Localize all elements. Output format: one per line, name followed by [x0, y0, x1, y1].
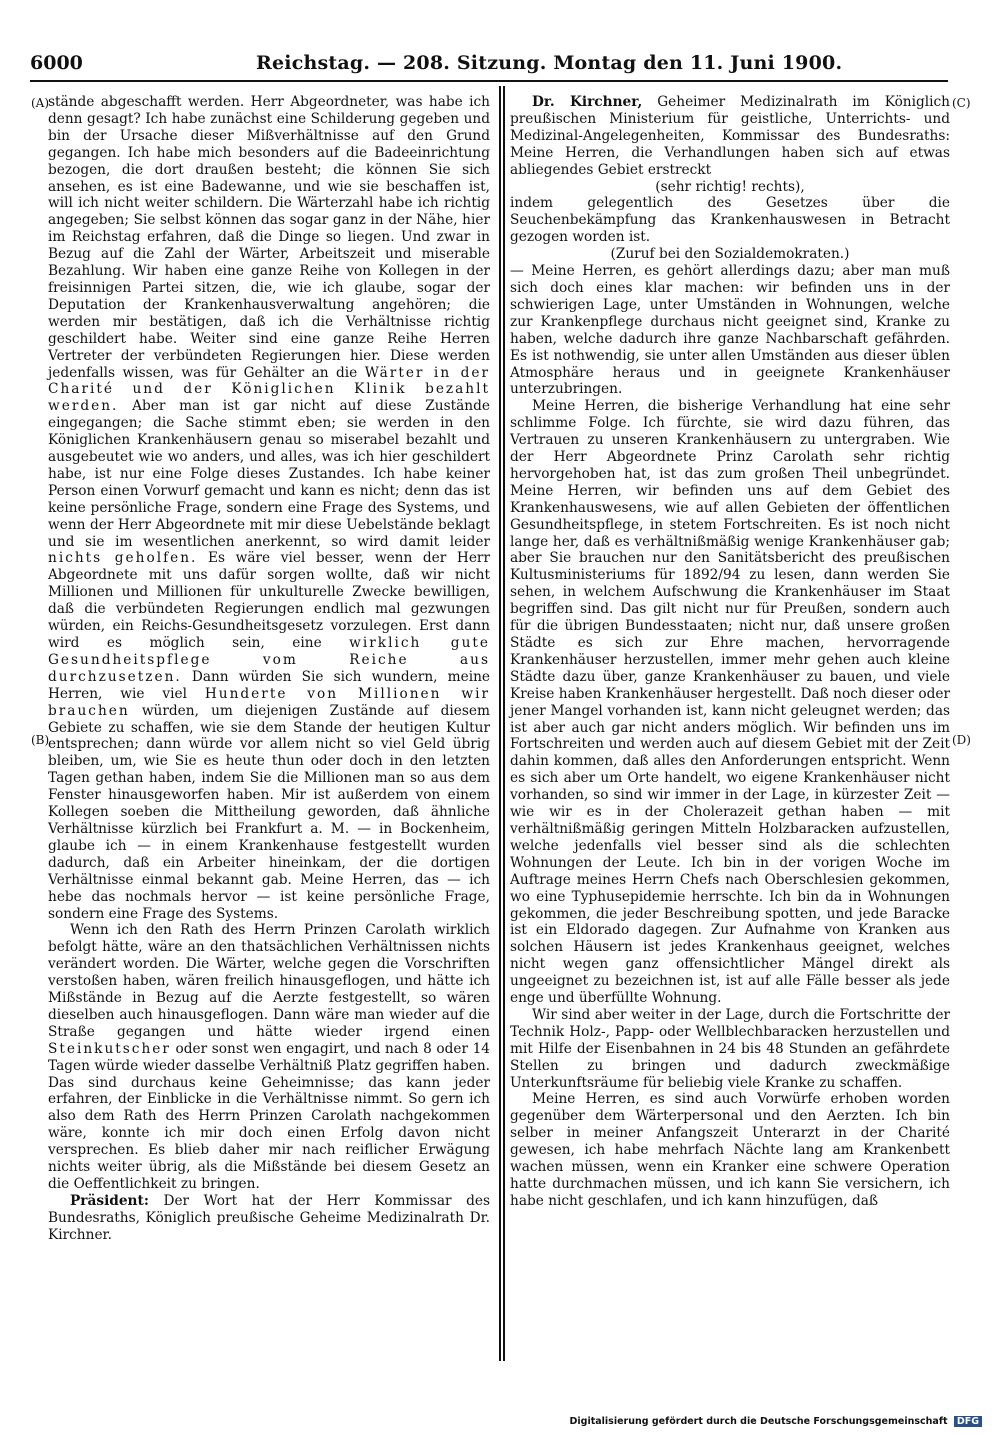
text-run: Es wäre viel besser, wenn der Herr Abgeordnete mit uns dafür sorgen wollte, daß wir nicht Millionen und Millionen für unkulturelle Zwecke bewilligen, daß die verbündeten Regierungen endlich mal gezwungen würden, ein Reichs-Gesundheitsgesetz vorzulegen. Erst dann wird es möglich sein, eine [48, 550, 491, 651]
speaker-label: Präsident: [70, 1192, 149, 1209]
text-run: Wenn ich den Rath des Herrn Prinzen Carolath wirklich befolgt hätte, wäre an den thatsächlichen Verhältnissen nichts verändert worden. Die Wärter, welche gegen die Vorschriften verstoßen haben, wären freilich hinausgeflogen, und hätte ich Mißstände in Bezug auf die Aerzte festgestellt, so wären dieselben auch hinausgeflogen. Dann wäre man wieder auf die Straße gegangen und hätte wieder irgend einen [48, 922, 490, 1040]
paragraph: — Meine Herren, es gehört allerdings dazu; aber man muß sich doch eines klar machen: wir befinden uns in der schwierigen Lage, unter Umständen in Wohnungen, welche zur Krankenpflege durchaus nicht geeignet sind, Kranke zu haben, welche dadurch ihre ganze Nachbarschaft gefährden. Es ist nothwendig, sie unter allen Umständen aus dieser üblen Atmosphäre heraus und in geeignete Krankenhäuser unterzubringen. [510, 263, 950, 398]
emphasized-text: nichts geholfen. [48, 550, 198, 567]
text-run: Geheimer Medizinalrath im Königlich preußischen Ministerium für geistliche, Unterrichts- und Medizinal-Angelegenheiten, Kommissar des Bundesraths: Meine Herren, die Verhandlungen haben sich auf etwas abliegendes Gebiet erstreckt [510, 94, 951, 178]
text-run: stände abgeschafft werden. Herr Abgeordneter, was habe ich denn gesagt? Ich habe zunächst eine Schilderung gegeben und bin der Ursache dieser Mißverhältnisse auf den Grund gegangen. Ich habe mich besonders auf die Badeeinrichtung bezogen, die dort draußen besteht; die können Sie sich ansehen, es ist eine Badewanne, und wie sie beschaffen ist, will ich nicht weiter schildern. Die Wärterzahl habe ich richtig angegeben; Sie selbst können das sogar ganz in der Nähe, hier im Reichstag erfahren, daß die Dinge so liegen. Und zwar in Bezug auf die Zahl der Wärter, Arbeitszeit und miserable Bezahlung. Wir haben eine ganze Reihe von Kollegen in der freisinnigen Partei sitzen, die, wie ich glaube, sogar der Deputation der Krankenhausverwaltung angehören; die werden mir bestätigen, daß ich die Verhältnisse richtig geschildert habe. Weiter sind eine ganze Reihe Herren Vertreter der verbündeten Regierungen hier. Diese werden jedenfalls wissen, was für Gehälter an die [48, 94, 490, 381]
interjection: (Zuruf bei den Sozialdemokraten.) [610, 246, 850, 263]
paragraph: Wir sind aber weiter in der Lage, durch die Fortschritte der Technik Holz-, Papp- oder Wellblechbaracken herzustellen und mit Hilfe der Eisenbahnen in 24 bis 48 Stunden an gefährdete Stellen zu bringen und dadurch zweckmäßige Unterkunftsräume für beliebig viele Kranke zu schaffen. [510, 1006, 950, 1091]
footer-text: Digitalisierung gefördert durch die Deutsche Forschungsgemeinschaft [569, 1416, 948, 1427]
paragraph: Meine Herren, es sind auch Vorwürfe erhoben worden gegenüber dem Wärterpersonal und den Aerzten. Ich bin selber in meiner Anfangszeit Unterarzt in der Charité gewesen, ich habe mehrfach Nächte lang am Krankenbett wachen müssen, wenn ein Kranker eine schwere Operation hatte durchmachen müssen, und ich kann Sie versichern, ich habe nicht geschlafen, und ich kann hinzufügen, daß [510, 1091, 950, 1209]
right-column [510, 94, 950, 1210]
text-run: Dann würden Sie sich wundern, meine Herren, wie viel [48, 668, 490, 702]
margin-mark-b: (B) [31, 733, 50, 747]
page-number: 6000 [30, 52, 83, 74]
paragraph [48, 1193, 490, 1244]
paragraph [48, 94, 490, 922]
margin-mark-d: (D) [952, 733, 971, 747]
header-rule [30, 80, 948, 82]
margin-mark-c: (C) [952, 96, 971, 110]
emphasized-text: Wärter in der Charité und der Königlichen Klinik bezahlt werden. [48, 364, 490, 415]
column-divider [503, 86, 505, 1361]
emphasized-text: Hunderte von Millionen wir brauchen [48, 685, 490, 719]
left-column [48, 94, 490, 1244]
text-run: oder sonst wen engagirt, und nach 8 oder 14 Tagen würde wieder dasselbe Verhältniß Platz gegriffen haben. Das sind durchaus keine Geheimnisse; das kann jeder erfahren, der Einblicke in die Verhältnisse nimmt. So gern ich also dem Rath des Herrn Prinzen Carolath nachgekommen wäre, konnte ich mir doch einen Erfolg davon nicht versprechen. Es blieb daher mir nach reiflicher Erwägung nichts weiter übrig, als die Mißstände bei diesem Gesetz an die Oeffentlichkeit zu bringen. [48, 1040, 490, 1192]
speaker-label: Dr. Kirchner, [532, 94, 643, 110]
paragraph: indem gelegentlich des Gesetzes über die Seuchenbekämpfung das Krankenhauswesen in Betracht gezogen worden ist. [510, 195, 950, 246]
text-run: Aber man ist gar nicht auf diese Zustände eingegangen; die Sache stimmt eben; sie werden in den Königlichen Krankenhäusern genau so miserabel bezahlt und ausgebeutet wie wo anders, und alles, was ich hier geschildert habe, ist nur eine Folge dieses Zustandes. Ich habe keiner Person einen Vorwurf gemacht und kann es nicht; denn das ist keine persönliche Frage, sondern eine Frage des Systems, und wenn der Herr Abgeordnete mit mir diese Uebelstände beklagt und sie im wesentlichen anerkennt, so wird damit leider [48, 398, 490, 550]
margin-mark-a: (A) [31, 96, 50, 110]
emphasized-text: wirklich gute Gesundheitspflege vom Reiche aus durchzusetzen. [48, 635, 490, 685]
paragraph: Meine Herren, die bisherige Verhandlung hat eine sehr schlimme Folge. Ich fürchte, sie wird dazu führen, das Vertrauen zu unseren Krankenhäusern zu untergraben. Wie der Herr Abgeordnete Prinz Carolath sehr richtig hervorgehoben hat, ist das zum großen Theil unbegründet. Meine Herren, wir befinden uns auf dem Gebiet des Krankenhauswesens, wie auf allen Gebieten der öffentlichen Gesundheitspflege, in stetem Fortschreiten. Es ist noch nicht lange her, daß es verhältnißmäßig wenige Krankenhäuser gab; aber Sie brauchen nur den Sanitätsbericht des preußischen Kultusministeriums für 1892/94 zu lesen, dann werden Sie sehen, in welchem Aufschwung die Krankenhäuser im Staat begriffen sind. Das gilt nicht nur für Preußen, sondern auch für die übrigen Bundesstaaten; nicht nur, daß unsere großen Städte es sich zur Ehre machen, hervorragende Krankenhäuser herzustellen, immer mehr gehen auch kleine Städte dazu über, ganze Krankenhäuser zu bauen, und viele Kreise haben Krankenhäuser hergestellt. Daß noch dieser oder jener Mangel vorhanden ist, kann nicht geleugnet werden; das ist aber auch gar nicht anders möglich. Wir befinden uns im Fortschreiten und werden auch auf diesem Gebiet mit der Zeit dahin kommen, daß alles den Anforderungen entspricht. Wenn es sich aber um Orte handelt, wo eigene Krankenhäuser nicht vorhanden, so sind wir immer in der Lage, in kürzester Zeit — wie wir es in der Cholerazeit gethan haben — mit verhältnißmäßig geringen Mitteln Holzbaracken aufzustellen, welche jedenfalls viel besser sind als die schlechten Wohnungen der Leute. Ich bin in der vorigen Woche im Auftrage meines Herrn Chefs nach Oberschlesien gekommen, wo eine Typhusepidemie herrschte. Ich bin da in Wohnungen gekommen, die jeder Beschreibung spotten, und jede Baracke ist ein Eldorado dagegen. Zur Aufnahme von Kranken aus solchen Häusern ist jedes Krankenhaus geeignet, welches nicht wegen ganz offensichtlicher Mängel direkt als ungeeignet zu bezeichnen ist, ist auf alle Fälle besser als jede enge und überfüllte Wohnung. [510, 398, 950, 1007]
dfg-logo: DFG [954, 1416, 982, 1427]
page-header-title: Reichstag. — 208. Sitzung. Montag den 11. Juni 1900. [256, 52, 843, 74]
digitization-credit [570, 1416, 982, 1427]
text-run: Der Wort hat der Herr Kommissar des Bundesraths, Königlich preußische Geheime Medizinalrath Dr. Kirchner. [48, 1192, 490, 1243]
column-divider [499, 86, 501, 1361]
paragraph [48, 922, 490, 1193]
interjection: (sehr richtig! rechts), [655, 178, 805, 195]
text-run: würden, um diejenigen Zustände auf diesem Gebiete zu schaffen, wie sie dem Stande der heutigen Kultur entsprechen; dann würde vor allem nicht so viel Geld übrig bleiben, um, wie Sie es heute thun oder doch in den letzten Tagen gethan haben, indem Sie die Millionen man so aus dem Fenster hinausgeworfen haben. Mir ist außerdem von einem Kollegen soeben die Mittheilung geworden, daß ähnliche Verhältnisse kürzlich bei Frankfurt a. M. — in Bockenheim, glaube ich — in einem Krankenhause festgestellt wurden dadurch, daß ein Arbeiter hineinkam, der die dortigen Verhältnisse einmal bekannt gab. Meine Herren, das — ich hebe das nochmals hervor — ist keine persönliche Frage, sondern eine Frage des Systems. [48, 702, 490, 922]
emphasized-text: Steinkutscher [48, 1040, 171, 1057]
paragraph [510, 94, 950, 179]
